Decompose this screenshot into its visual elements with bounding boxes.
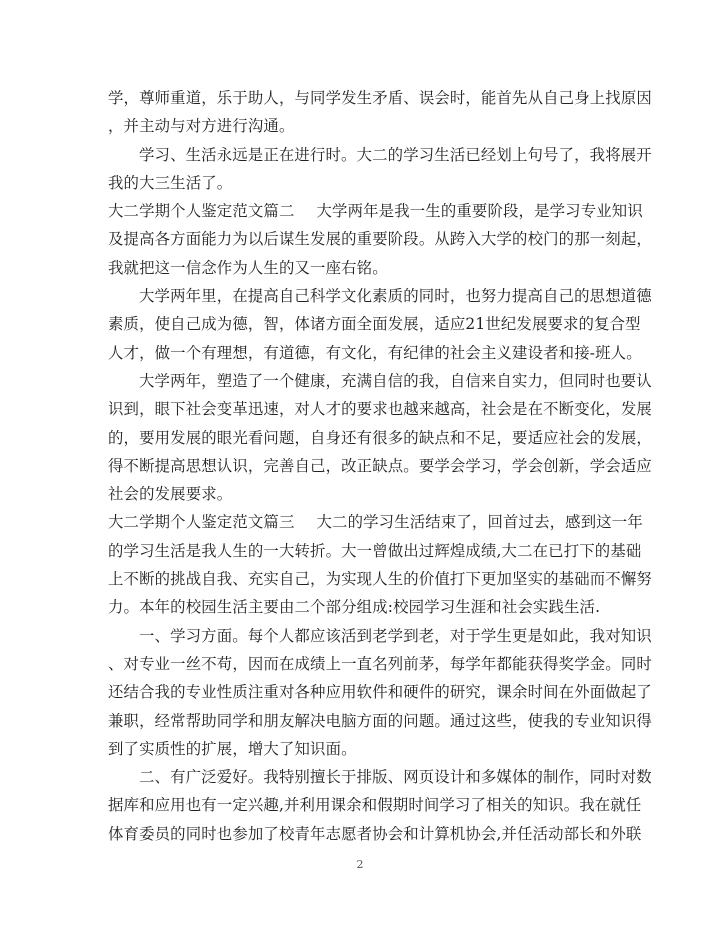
text-line: 识到，眼下社会变革迅速，对人才的要求也越来越高，社会是在不断变化，发展 [108,400,652,419]
text-line: 大学两年，塑造了一个健康，充满自信的我，自信来自实力，但同时也要认 [139,371,652,390]
text-line: 一、学习方面。每个人都应该活到老学到老，对于学生更是如此，我对知识 [139,626,652,645]
text-line: 学，尊师重道，乐于助人，与同学发生矛盾、误会时，能首先从自己身上找原因 [108,89,652,107]
text-line: 我就把这一信念作为人生的又一座右铭。 [108,258,388,277]
text-line: 二、有广泛爱好。我特别擅长于排版、网页设计和多媒体的制作，同时对数 [139,768,652,787]
document-page [108,84,652,848]
text-line: 得不断提高思想认识，完善自己，改正缺点。要学会学习，学会创新，学会适应 [108,456,652,475]
page-number: 2 [356,858,364,871]
text-line: 还结合我的专业性质注重对各种应用软件和硬件的研究，课余时间在外面做起了 [108,683,652,702]
text-line: 及提高各方面能力为以后谋生发展的重要阶段。从跨入大学的校门的那一刻起， [108,230,652,249]
text-line: 学习、生活永远是正在进行时。大二的学习生活已经划上句号了，我将展开 [139,145,652,164]
text-line: 我的大三生活了。 [108,173,233,192]
section-heading: 大二学期个人鉴定范文篇二 [108,202,295,221]
text-line: 的学习生活是我人生的一大转折。大一曾做出过辉煌成绩,大二在已打下的基础 [108,541,642,560]
text-line: 、对专业一丝不苟，因而在成绩上一直名列前茅，每学年都能获得奖学金。同时 [108,654,652,673]
text-line: 的，要用发展的眼光看问题，自身还有很多的缺点和不足，要适应社会的发展， [108,428,652,447]
text-line: 人才，做一个有理想，有道德，有文化，有纪律的社会主义建设者和接-班人。 [108,343,642,362]
text-span: 大二的学习生活结束了，回首过去，感到这一年 [316,513,643,532]
section-heading-line [108,197,643,225]
text-line: 素质，使自己成为德，智，体诸方面全面发展，适应21世纪发展要求的复合型 [108,315,641,334]
text-line: 兼职，经常帮助同学和朋友解决电脑方面的问题。通过这些，使我的专业知识得 [108,711,652,730]
text-line: 大学两年里，在提高自己科学文化素质的同时，也努力提高自己的思想道德 [139,287,652,306]
text-line: 到了实质性的扩展，增大了知识面。 [108,739,357,758]
text-line: 社会的发展要求。 [108,485,233,504]
text-span: 大学两年是我一生的重要阶段，是学习专业知识 [316,202,643,221]
text-line: 体育委员的同时也参加了校青年志愿者协会和计算机协会,并任活动部长和外联 [108,824,642,843]
section-heading-line [108,508,643,536]
text-line: ，并主动与对方进行沟通。 [108,117,295,136]
section-heading: 大二学期个人鉴定范文篇三 [108,513,295,532]
text-line: 上不断的挑战自我、充实自己，为实现人生的价值打下更加坚实的基础而不懈努 [108,570,652,589]
text-line: 力。本年的校园生活主要由二个部分组成:校园学习生涯和社会实践生活. [108,598,601,617]
text-line: 据库和应用也有一定兴趣,并利用课余和假期时间学习了相关的知识。我在就任 [108,796,642,815]
